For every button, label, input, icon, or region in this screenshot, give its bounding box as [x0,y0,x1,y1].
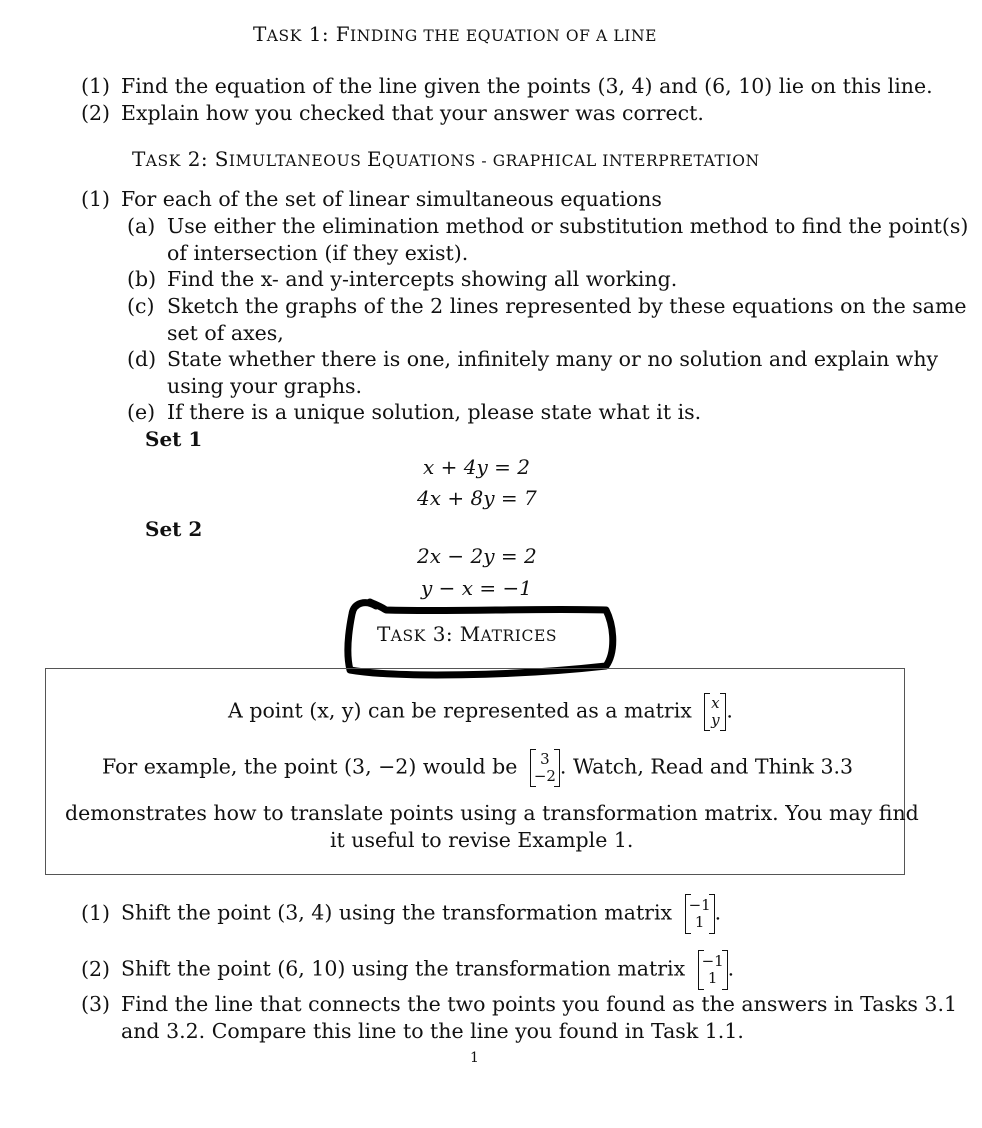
set1-equation-2: 4x + 8y = 7 [417,486,537,510]
matrix-transform-2: −1 1 [698,950,728,990]
task3-title: TASK 3: MATRICES [377,622,558,646]
info-line-4: it useful to revise Example 1. [330,828,634,852]
matrix-example: 3 −2 [530,749,560,787]
task1-item-2: (2) Explain how you checked that your answer was correct. [81,101,704,125]
task2-sub-d-cont: using your graphs. [167,374,363,398]
task3-item-2: (2) Shift the point (6, 10) using the transformation matrix −1 1 . [81,950,734,990]
info-line-3: demonstrates how to translate points using a transformation matrix. You may find [65,801,919,825]
task1-title: TASK 1: FINDING THE EQUATION OF A LINE [253,22,658,46]
task2-sub-c: (c) Sketch the graphs of the 2 lines represented by these equations on the same [127,294,967,318]
task2-item-1: (1) For each of the set of linear simultaneous equations [81,187,662,211]
set2-equation-2: y − x = −1 [421,576,533,600]
set1-equation-1: x + 4y = 2 [423,455,530,479]
task2-sub-b: (b) Find the x- and y-intercepts showing all working. [127,267,678,291]
task2-sub-e: (e) If there is a unique solution, please state what it is. [127,400,702,424]
task2-sub-a: (a) Use either the elimination method or substitution method to find the point(s) [127,214,969,238]
task3-item-3-cont: and 3.2. Compare this line to the line you found in Task 1.1. [121,1019,744,1043]
info-line-1: A point (x, y) can be represented as a matrix x y . [228,694,733,729]
matrix-transform-1: −1 1 [685,894,715,934]
set2-label: Set 2 [145,517,203,541]
set1-label: Set 1 [145,427,203,451]
task2-sub-a-cont: of intersection (if they exist). [167,241,469,265]
task3-item-1: (1) Shift the point (3, 4) using the transformation matrix −1 1 . [81,894,721,934]
info-line-2: For example, the point (3, −2) would be 3 −2 . Watch, Read and Think 3.3 [102,750,854,785]
task3-item-3: (3) Find the line that connects the two points you found as the answers in Tasks 3.1 [81,992,958,1016]
task2-title: TASK 2: SIMULTANEOUS EQUATIONS - GRAPHICAL INTERPRETATION [132,147,760,171]
matrix-xy: x y [704,693,726,731]
task1-item-1: (1) Find the equation of the line given the points (3, 4) and (6, 10) lie on this line. [81,74,933,98]
info-box [45,668,919,875]
task2-sub-c-cont: set of axes, [167,321,284,345]
set2-equation-1: 2x − 2y = 2 [417,544,537,568]
page-number: 1 [470,1050,479,1066]
task2-sub-d: (d) State whether there is one, infinitely many or no solution and explain why [127,347,939,371]
